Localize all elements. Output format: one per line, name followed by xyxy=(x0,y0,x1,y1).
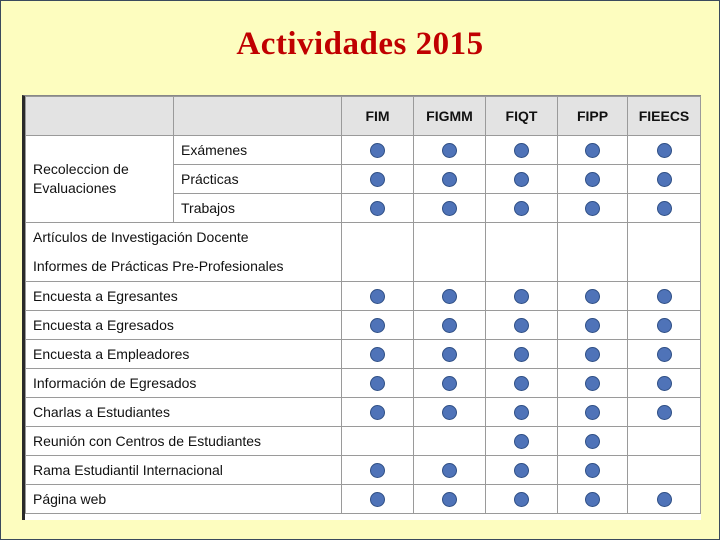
column-header-fipp: FIPP xyxy=(558,97,628,136)
marked-dot-icon xyxy=(585,143,600,158)
marked-dot-icon xyxy=(370,318,385,333)
activity-label: Encuesta a Egresantes xyxy=(26,282,342,311)
table-row xyxy=(26,282,701,311)
mark-cell xyxy=(628,485,701,514)
mark-cell xyxy=(558,398,628,427)
slide-title: Actividades 2015 xyxy=(236,26,484,62)
mark-cell xyxy=(342,485,414,514)
mark-cell xyxy=(558,456,628,485)
marked-dot-icon xyxy=(370,376,385,391)
marked-dot-icon xyxy=(370,347,385,362)
column-header-figmm: FIGMM xyxy=(414,97,486,136)
activities-table xyxy=(25,96,701,514)
mark-cell xyxy=(628,369,701,398)
activity-label: Charlas a Estudiantes xyxy=(26,398,342,427)
table-row xyxy=(26,427,701,456)
mark-cell xyxy=(414,340,486,369)
column-header-fieecs: FIEECS xyxy=(628,97,701,136)
marked-dot-icon xyxy=(370,405,385,420)
mark-cell xyxy=(486,282,558,311)
table-row xyxy=(26,398,701,427)
marked-dot-icon xyxy=(657,492,672,507)
marked-dot-icon xyxy=(657,201,672,216)
marked-dot-icon xyxy=(442,347,457,362)
sub-activity-label: Prácticas xyxy=(174,165,342,194)
marked-dot-icon xyxy=(370,463,385,478)
mark-cell xyxy=(558,223,628,282)
marked-dot-icon xyxy=(442,463,457,478)
marked-dot-icon xyxy=(514,201,529,216)
mark-cell xyxy=(414,311,486,340)
mark-cell xyxy=(486,165,558,194)
marked-dot-icon xyxy=(657,405,672,420)
activity-label: Informes de Prácticas Pre-Profesionales xyxy=(33,258,284,274)
mark-cell xyxy=(628,311,701,340)
marked-dot-icon xyxy=(585,405,600,420)
mark-cell xyxy=(486,340,558,369)
mark-cell xyxy=(558,340,628,369)
marked-dot-icon xyxy=(585,289,600,304)
mark-cell xyxy=(414,398,486,427)
mark-cell xyxy=(628,136,701,165)
mark-cell xyxy=(558,369,628,398)
marked-dot-icon xyxy=(514,376,529,391)
mark-cell xyxy=(414,223,486,282)
group-label-line: Evaluaciones xyxy=(33,180,117,196)
mark-cell xyxy=(414,194,486,223)
mark-cell xyxy=(342,340,414,369)
column-header-fiqt: FIQT xyxy=(486,97,558,136)
marked-dot-icon xyxy=(585,492,600,507)
marked-dot-icon xyxy=(657,289,672,304)
table-row xyxy=(26,311,701,340)
mark-cell xyxy=(486,369,558,398)
mark-cell xyxy=(414,136,486,165)
activity-label: Reunión con Centros de Estudiantes xyxy=(26,427,342,456)
mark-cell xyxy=(342,427,414,456)
marked-dot-icon xyxy=(442,289,457,304)
marked-dot-icon xyxy=(514,405,529,420)
merged-activity-cell xyxy=(26,223,342,282)
mark-cell xyxy=(558,485,628,514)
marked-dot-icon xyxy=(442,376,457,391)
activity-label: Información de Egresados xyxy=(26,369,342,398)
marked-dot-icon xyxy=(514,143,529,158)
sub-activity-label: Exámenes xyxy=(174,136,342,165)
header-blank-cell xyxy=(174,97,342,136)
marked-dot-icon xyxy=(585,376,600,391)
mark-cell xyxy=(486,223,558,282)
mark-cell xyxy=(628,340,701,369)
marked-dot-icon xyxy=(514,492,529,507)
mark-cell xyxy=(558,311,628,340)
group-label-cell xyxy=(26,136,174,223)
marked-dot-icon xyxy=(370,289,385,304)
marked-dot-icon xyxy=(585,434,600,449)
marked-dot-icon xyxy=(370,172,385,187)
marked-dot-icon xyxy=(370,492,385,507)
marked-dot-icon xyxy=(442,405,457,420)
marked-dot-icon xyxy=(514,347,529,362)
mark-cell xyxy=(342,282,414,311)
mark-cell xyxy=(342,456,414,485)
sub-activity-label: Trabajos xyxy=(174,194,342,223)
marked-dot-icon xyxy=(514,318,529,333)
mark-cell xyxy=(342,165,414,194)
marked-dot-icon xyxy=(370,143,385,158)
marked-dot-icon xyxy=(442,492,457,507)
mark-cell xyxy=(342,311,414,340)
mark-cell xyxy=(414,485,486,514)
activity-label: Encuesta a Empleadores xyxy=(26,340,342,369)
marked-dot-icon xyxy=(514,172,529,187)
mark-cell xyxy=(342,136,414,165)
marked-dot-icon xyxy=(657,376,672,391)
mark-cell xyxy=(342,369,414,398)
mark-cell xyxy=(414,369,486,398)
marked-dot-icon xyxy=(657,318,672,333)
marked-dot-icon xyxy=(442,143,457,158)
table-row xyxy=(26,485,701,514)
marked-dot-icon xyxy=(657,347,672,362)
marked-dot-icon xyxy=(585,201,600,216)
marked-dot-icon xyxy=(657,172,672,187)
mark-cell xyxy=(628,282,701,311)
mark-cell xyxy=(628,456,701,485)
mark-cell xyxy=(486,136,558,165)
mark-cell xyxy=(558,136,628,165)
group-label-line: Recoleccion de xyxy=(33,161,129,177)
table-row xyxy=(26,223,701,282)
mark-cell xyxy=(414,282,486,311)
mark-cell xyxy=(342,194,414,223)
marked-dot-icon xyxy=(442,201,457,216)
marked-dot-icon xyxy=(370,201,385,216)
marked-dot-icon xyxy=(442,318,457,333)
mark-cell xyxy=(558,427,628,456)
table-row xyxy=(26,340,701,369)
mark-cell xyxy=(486,427,558,456)
mark-cell xyxy=(414,427,486,456)
marked-dot-icon xyxy=(442,172,457,187)
marked-dot-icon xyxy=(585,172,600,187)
mark-cell xyxy=(558,194,628,223)
mark-cell xyxy=(342,398,414,427)
column-header-fim: FIM xyxy=(342,97,414,136)
mark-cell xyxy=(628,223,701,282)
mark-cell xyxy=(342,223,414,282)
mark-cell xyxy=(558,282,628,311)
marked-dot-icon xyxy=(585,318,600,333)
table-row xyxy=(26,136,701,165)
mark-cell xyxy=(486,311,558,340)
mark-cell xyxy=(628,194,701,223)
activity-label: Página web xyxy=(26,485,342,514)
marked-dot-icon xyxy=(514,434,529,449)
table-row xyxy=(26,456,701,485)
marked-dot-icon xyxy=(657,143,672,158)
marked-dot-icon xyxy=(585,347,600,362)
mark-cell xyxy=(558,165,628,194)
mark-cell xyxy=(414,456,486,485)
activities-table-container xyxy=(22,95,701,520)
mark-cell xyxy=(628,427,701,456)
header-blank-cell xyxy=(26,97,174,136)
marked-dot-icon xyxy=(514,463,529,478)
mark-cell xyxy=(628,398,701,427)
marked-dot-icon xyxy=(585,463,600,478)
mark-cell xyxy=(486,194,558,223)
mark-cell xyxy=(486,398,558,427)
mark-cell xyxy=(486,456,558,485)
table-row xyxy=(26,369,701,398)
marked-dot-icon xyxy=(514,289,529,304)
mark-cell xyxy=(628,165,701,194)
activity-label: Rama Estudiantil Internacional xyxy=(26,456,342,485)
mark-cell xyxy=(486,485,558,514)
header-row xyxy=(26,97,701,136)
activity-label: Encuesta a Egresados xyxy=(26,311,342,340)
activity-label: Artículos de Investigación Docente xyxy=(33,229,249,245)
mark-cell xyxy=(414,165,486,194)
